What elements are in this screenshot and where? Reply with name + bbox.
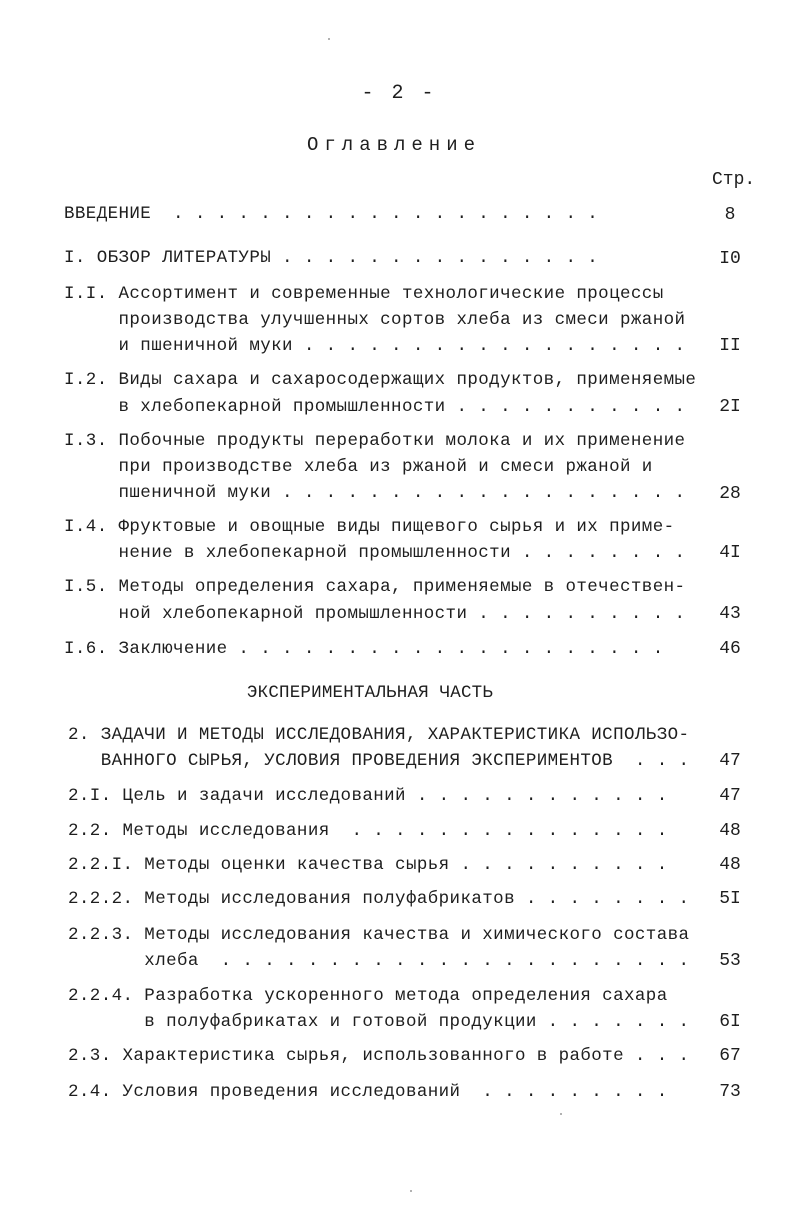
toc-entry-page: II [719, 336, 741, 356]
scan-speck [410, 1190, 412, 1192]
toc-entry-line: 2.3. Характеристика сырья, использованного в работе . . . [68, 1046, 690, 1066]
toc-entry-page: 47 [719, 786, 741, 806]
toc-entry-page: 47 [719, 751, 741, 771]
page-number: - 2 - [361, 82, 437, 105]
toc-entry-page: 73 [719, 1082, 741, 1102]
toc-entry-line: I.3. Побочные продукты переработки молока и их применение [64, 431, 686, 451]
toc-entry-line: I.6. Заключение . . . . . . . . . . . . . . . . . . . . [64, 639, 664, 659]
toc-entry-page: 48 [719, 821, 741, 841]
toc-entry-page: 46 [719, 639, 741, 659]
toc-entry-line: ВВЕДЕНИЕ . . . . . . . . . . . . . . . . . . . . [64, 204, 599, 224]
toc-entry-line: при производстве хлеба из ржаной и смеси ржаной и [64, 457, 653, 477]
toc-entry-line: хлеба . . . . . . . . . . . . . . . . . . . . . . [68, 951, 690, 971]
toc-entry-line: нение в хлебопекарной промышленности . . . . . . . . [64, 543, 686, 563]
toc-entry-page: 5I [719, 889, 741, 909]
toc-entry-line: 2.2.3. Методы исследования качества и химического состава [68, 925, 690, 945]
toc-entry-page: 2I [719, 397, 741, 417]
page-title: Оглавление [306, 134, 482, 156]
toc-entry-page: 48 [719, 855, 741, 875]
toc-entry-line: 2.2.4. Разработка ускоренного метода определения сахара [68, 986, 668, 1006]
toc-entry-page: 8 [724, 205, 736, 225]
toc-entry-page: I0 [719, 249, 741, 269]
toc-entry-line: ВАННОГО СЫРЬЯ, УСЛОВИЯ ПРОВЕДЕНИЯ ЭКСПЕРИМЕНТОВ . . . [68, 751, 690, 771]
toc-entry-line: 2.2. Методы исследования . . . . . . . . . . . . . . . [68, 821, 668, 841]
page-column-header: Стр. [712, 170, 756, 190]
toc-entry-page: 67 [719, 1046, 741, 1066]
toc-entry-line: производства улучшенных сортов хлеба из смеси ржаной [64, 310, 686, 330]
scan-speck [560, 1113, 562, 1115]
toc-entry-line: I.5. Методы определения сахара, применяемые в отечествен- [64, 577, 686, 597]
toc-entry-line: пшеничной муки . . . . . . . . . . . . . . . . . . . [64, 483, 686, 503]
toc-entry-page: 6I [719, 1012, 741, 1032]
toc-entry-page: 53 [719, 951, 741, 971]
toc-entry-line: I.2. Виды сахара и сахаросодержащих продуктов, применяемые [64, 370, 697, 390]
toc-entry-line: 2.2.I. Методы оценки качества сырья . . . . . . . . . . [68, 855, 668, 875]
toc-entry-page: 43 [719, 604, 741, 624]
toc-entry-line: 2. ЗАДАЧИ И МЕТОДЫ ИССЛЕДОВАНИЯ, ХАРАКТЕРИСТИКА ИСПОЛЬЗО- [68, 725, 690, 745]
toc-entry-line: I.4. Фруктовые и овощные виды пищевого сырья и их приме- [64, 517, 675, 537]
toc-entry-line: I. ОБЗОР ЛИТЕРАТУРЫ . . . . . . . . . . . . . . . [64, 248, 599, 268]
toc-entry-line: 2.4. Условия проведения исследований . . . . . . . . . [68, 1082, 668, 1102]
scan-speck [328, 38, 330, 40]
toc-entry-line: 2.2.2. Методы исследования полуфабрикатов . . . . . . . . [68, 889, 690, 909]
toc-entry-line: I.I. Ассортимент и современные технологические процессы [64, 284, 664, 304]
toc-entry-line: в хлебопекарной промышленности . . . . . . . . . . . [64, 397, 686, 417]
toc-entry-line: в полуфабрикатах и готовой продукции . . . . . . . [68, 1012, 690, 1032]
toc-entry-page: 4I [719, 543, 741, 563]
toc-entry-page: 28 [719, 484, 741, 504]
toc-entry-line: 2.I. Цель и задачи исследований . . . . . . . . . . . . [68, 786, 668, 806]
toc-entry-line: и пшеничной муки . . . . . . . . . . . . . . . . . . [64, 336, 686, 356]
section-title: ЭКСПЕРИМЕНТАЛЬНАЯ ЧАСТЬ [246, 683, 494, 703]
toc-entry-line: ной хлебопекарной промышленности . . . . . . . . . . [64, 604, 686, 624]
